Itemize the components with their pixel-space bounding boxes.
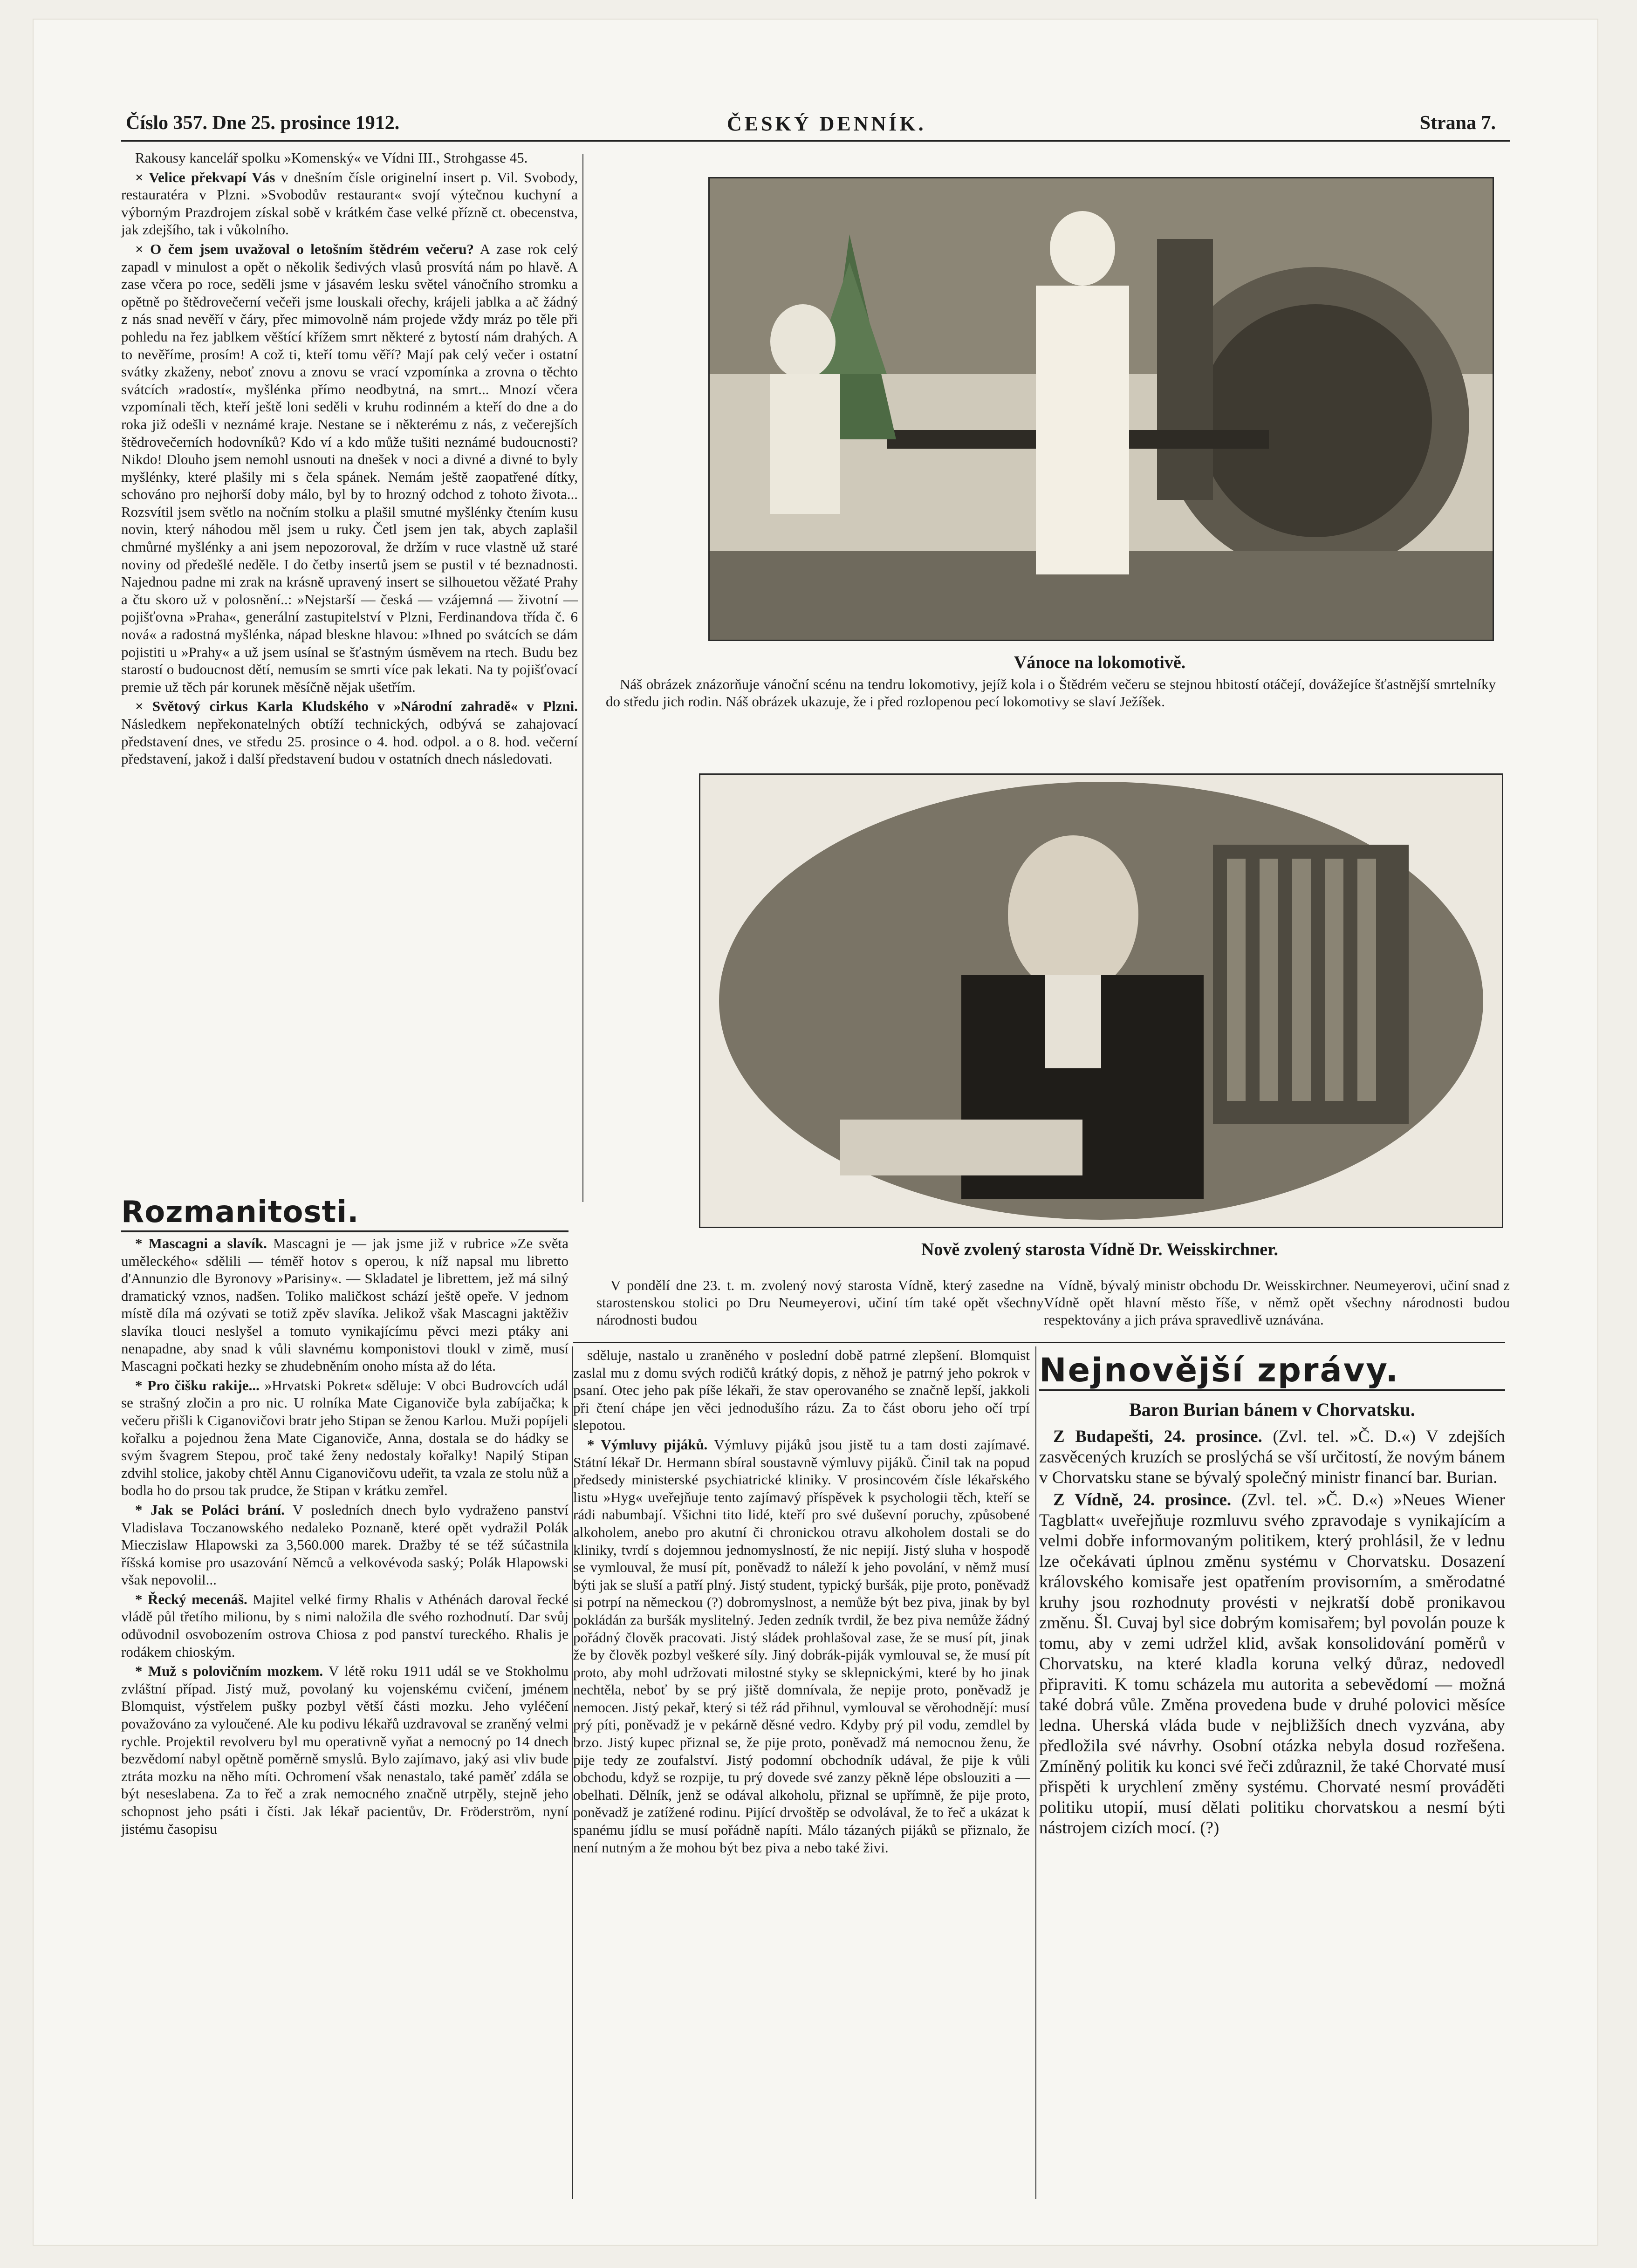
article-lead: * Muž s polovičním mozkem. (135, 1663, 323, 1680)
article-paragraph (121, 1377, 568, 1499)
article-text: V létě roku 1911 udál se ve Stokholmu zvláštní případ. Jistý muž, povolaný ku vojenskému cvičení, jménem Blomquist, výstřelem pušky pozbyl větší části mozku. Jeho vyléčení považováno za vyloučené. Ale ku podivu lékařů uzdravoval se zraněný velmi rychle. Projektil revolveru byl mu operativně vyňat a nemocný po 14 dnech bezvědomí nabyl opětně poměrně smyslů. Bylo zajímavo, jaký asi vliv bude ztráta mozku na něho míti. Ochromení však nenastalo, také paměť zdála se být neseslabena. Za to řeč a zrak nemocného značně utrpěly, stejně jeho schopnost jeho psáti i čísti. Jak lékař pacientův, Dr. Fröderström, nyní jistému časopisu (121, 1663, 568, 1837)
article-text: »Hrvatski Pokret« sděluje: V obci Budrovcích udál se strašný zločin a pro nic. U rolníka Mate Ciganoviče byla zabíjačka; k večeru přišli k Ciganovičovi bratr jeho Stipan se ženou Karlou. Muži popíjeli kořalku a pojednou žena Mate Ciganoviče, Anna, dostala se do hádky se svým švagrem Stepou, proč také ženy nedostaly kořalky! Napilý Stipan zdvihl stolice, jakoby chtěl Annu Ciganovičovu udeřit, ta vzala ze stolu nůž a bodla ho do prsou tak prudce, že Stipan v krátku zemřel. (121, 1377, 569, 1499)
article-text: (Zvl. tel. »Č. D.«) V zdejších zasvěcených kruzích se proslýchá se vší určitostí, že novým bánem v Chorvatsku stane se bývalý společný ministr financí bar. Burian. (1039, 1427, 1505, 1487)
article-paragraph (121, 169, 578, 239)
article-paragraph (573, 1436, 1030, 1856)
column-rule (582, 154, 583, 1202)
article-text: Majitel velké firmy Rhalis v Athénách daroval řecké vládě půl třetího milionu, by s nimi naložila dle svého rozhodnutí. Dar svůj odůvodnil osvobozením ostrova Chiosa z pod panství tureckého. Rhalis je rodákem chioským. (121, 1591, 568, 1660)
article-headline: Baron Burian bánem v Chorvatsku. (1129, 1399, 1415, 1420)
column-rule (1035, 1346, 1036, 2199)
section-heading-rozmanitosti: Rozmanitosti. (121, 1195, 568, 1232)
article-paragraph (121, 1591, 568, 1660)
article-lead: Z Vídně, 24. prosince. (1053, 1490, 1232, 1510)
photo2-caption-text-right: Vídně, bývalý ministr obchodu Dr. Weisskirchner. Neumeyerovi, učiní snad z Vídně opět hlavní město říše, v němž opět všechny národnosti budou respektovány a jich práva spravedlivě uznávána. (1044, 1277, 1510, 1328)
newspaper-title: ČESKÝ DENNÍK. (727, 112, 926, 135)
header-rule (121, 140, 1510, 142)
article-text: (Zvl. tel. »Č. D.«) »Neues Wiener Tagblatt« uveřejňuje rozmluvu svého zpravodaje s vynikajícím a velmi dobře informovaným politikem, který prohlásil, že v lednu lze očekávati úplnou změnu systému v Chorvatsku. Dosazení královského komisaře jest opatřením provisorním, a směrodatné kruhy jsou rozhodnuty provésti v nejkratší době pronikavou změnu. Šl. Cuvaj byl sice dobrým komisařem; byl povolán pouze k tomu, aby v zemi udržel klid, avšak konsolidování poměrů v Chorvatsku, na které kladla koruna velký důraz, nedovedl připraviti. K tomu scházela mu autorita a sebevědomí — možná také dobrá vůle. Změna provedena bude v druhé polovici měsíce ledna. Uherská vláda bude v nejbližších dnech vyzvána, aby předložila své návrhy. Osobní otázka nebyla dosud rozřešena. Zmíněný politik ku konci své řeči zdůraznil, že také Chorvaté musí přispěti k urychlení změny systému. Chorvaté nesmí prováděti politiku utopií, musí dělati politiku chorvatskou a nesmí býti nástrojem cizích mocí. (?) (1039, 1490, 1505, 1838)
article-paragraph (1039, 1427, 1505, 1488)
article-text: Mascagni je — jak jsme již v rubrice »Ze světa uměleckého« sdělili — téměř hotov s operou, k níž napsal mu libretto d'Annunzio dle Byronovy »Parisiny«. — Skladatel je librettem, jež má silný dramatický vznos, nadšen. Toliko maličkost schází ještě opeře. V jednom místě díla má ozývati se totiž zpěv slavíka. Jelikož však Mascagni jaktěživ slavíka tlouci neslyšel a tomuto vynikajícímu pěvci mezi ptáky ani nenapadne, aby snad k vůli slavnému komponistovi tloukl v zimě, musí Mascagni počkati hezky se zhudebněním onoho místa až do léta. (121, 1235, 568, 1374)
section-heading-latest-news: Nejnovější zprávy. (1039, 1351, 1505, 1391)
page-number: Strana 7. (1419, 112, 1496, 134)
photo2-caption-title: Nově zvolený starosta Vídně Dr. Weisskirchner. (921, 1240, 1279, 1259)
article-text: Výmluvy pijáků jsou jistě tu a tam dosti zajímavé. Státní lékař Dr. Hermann sbíral soustavně výmluvy pijáků. Činil tak na popud předsedy ministerské psychiatrické kliniky. V prosincovém čísle lékařského listu »Hyg« uveřejňuje tento zajímavý příspěvek k psychologii těch, kteří se rádi nabumbají. Všichni tito lidé, kteří pro své duševní poruchy, způsobené alkoholem, anebo pro akutní či chronickou otravu alkoholem dostali se do kliniky, tvrdí s dojemnou jednomyslností, že nic nepijí. Jistý sluha v hospodě se vymlouval, že musí pít, poněvadž to náleží k jeho povolání, v němž musí býti jak se sluší a patří plný. Jistý student, typický buršák, pije proto, poněvadž si potrpí na německou (?) dobromyslnost, a nemůže být bez piva, jinak by byl pokládán za buršák myslitelný. Jeden zedník tvrdil, že bez piva nemůže žádný pořádný člověk pracovati. Jistý sládek prohlašoval zase, že se musí pít, jinak že by člověk pozbyl veškeré síly. Jiný dobrák-piják vymlouval se, že musí pít proto, aby mohl udržovati milostné styky se sklepnickými, které by ho jinak nechtěla, neboť by se prý jiště domnívala, že nepije proto, poněvadž je nemocen. Jistý pekař, který si též rád přihnul, vymlouval se věrohodnějí: musí prý píti, poněvadž je v pekárně děsné vedro. Kdyby prý pil vodu, zemdlel by brzo. Jistý kupec přiznal se, že pije proto, poněvadž má nemocnou ženu, že pije tedy ze zoufalství. Jistý podomní obchodník udával, že pije k vůli obchodu, když se rozpije, tu prý dovede své zanzy pěkně lépe obslouziti a — obelhati. Dělník, jenž se odával alkoholu, přiznal se upřímně, že pije proto, poněvadž je zatížené rodinu. Pijící drvoštěp se odvolával, že to řeč a ukázat k spanému jídlu se musí pořádně napíti. Málo tázaných pijáků se přiznalo, že není nutným a že mohou být bez piva a nebo také živi. (573, 1436, 1030, 1856)
article-text: Následkem nepřekonatelných obtíží technických, odbývá se zahajovací představení dnes, ve středu 25. prosince o 4. hod. odpol. a o 8. hod. večerní představení, jakož i další představení budou v ostatních dnech následovati. (121, 716, 578, 767)
column-miscellany (121, 1235, 568, 1839)
portrait-illustration (700, 775, 1502, 1227)
article-lead: × O čem jsem uvažoval o letošním štědrém večeru? (135, 240, 474, 257)
article-paragraph (121, 1501, 568, 1589)
article-lead: * Řecký mecenáš. (135, 1591, 247, 1607)
article-lead: × Velice překvapí Vás (135, 169, 275, 185)
article-paragraph (121, 1662, 568, 1838)
section-rule (573, 1342, 1505, 1343)
photo-mayor-weisskirchner (699, 773, 1503, 1228)
photo2-caption-text-left: V pondělí dne 23. t. m. zvolený nový starosta Vídně, který zasedne na starostenskou stolici po Dru Neumeyerovi, učiní tím také opět všechny národnosti budou (596, 1277, 1044, 1328)
article-paragraph (573, 1346, 1030, 1434)
article-paragraph (121, 240, 578, 696)
article-text: A zase rok celý zapadl v minulost a opět o několik šedivých vlasů prosvítá nám po hlavě. A zase včera po roce, seděli jsme v jásavém lesku světel vánočního stromku a opětně po štědrovečerní večeři jsme louskali ořechy, krájeli jablka a ač žádný z nás snad nevěří v čáry, přec mimovolně nám projede vždy mráz po těle při pohledu na řez jablkem věštící křížem smrt některé z bytostí nám drahých. A to nevěříme, prosím! A což ti, kteří tomu věří? Mají pak celý večer i ostatní svátky zkaženy, neboť znovu a znovu se vrací vzpomínka a zrovna o těchto svátcích »radostí«, myšlénka přímo neodbytná, na smrt... Mnozí včera vzpomínali těch, kteří ještě loni seděli v kruhu rodinném a kteří do dne a do roka již odešli v neznámé kraje. Nestane se i některému z nás, z večerejších štědrovečerních hodovníků? Kdo ví a kdo může tušiti neznámé budoucnosti? Nikdo! Dlouho jsem nemohl usnouti na dnešek v noci a divné a divné to byly myšlénky, které plašily mi s čela spánek. Nemám ještě zaopatřené dítky, schováno pro nejhorší doby málo, byl by to hrozný odchod z tohoto života... Rozsvítil jsem světlo na nočním stolku a plašil smutné myšlénky čtením kusu novin, který náhodou měl jsem u ruky. Četl jsem jen tak, abych zaplašil chmůrné myšlénky a ani jsem nepozoroval, že držím v ruce vlastně už staré noviny od předešlé neděle. I do četby insertů jsem se pustil v té beznadnosti. Najednou padne mi zrak na krásně upravený insert se silhouetou věžaté Prahy a čtu skoro už v polosnění..: »Nejstarší — česká — vzájemná — životní — pojišťovna »Praha«, generální zastupitelství v Plzni, Ferdinandova třída č. 6 nová« a radostná myšlénka, nápad bleskne hlavou: »Ihned po svátcích se dám pojistiti u »Prahy« a už jsem usínal se šťastným úsměvem na rtech. Budu bez starostí o budoucnost dětí, nemusím se smrti více pak lekati. Na ty pojišťovací premie už těch pár korunek měsíčně nějak ušetřím. (121, 240, 578, 695)
masthead (126, 112, 1496, 140)
article-paragraph (121, 697, 578, 767)
article-paragraph (121, 1235, 568, 1375)
photo1-caption-title: Vánoce na lokomotivě. (1014, 653, 1186, 672)
photo-christmas-on-locomotive (708, 177, 1494, 641)
column-miscellany-continued (573, 1346, 1030, 1858)
photo1-caption-text: Náš obrázek znázorňuje vánoční scénu na tendru lokomotivy, jejíž kola i o Štědrém večeru se stejnou hbitostí otáčejí, dovážejíce šťastnější smrtelníky do středu jich rodin. Náš obrázek ukazuje, že i před rozlopenou pecí lokomotivy se slaví Ježíšek. (606, 676, 1496, 710)
column-latest-news (1039, 1393, 1505, 1840)
article-lead: * Mascagni a slavík. (135, 1235, 267, 1251)
article-paragraph (1039, 1490, 1505, 1838)
issue-info: Číslo 357. Dne 25. prosince 1912. (126, 112, 400, 134)
article-paragraph (121, 149, 578, 167)
article-lead: * Výmluvy pijáků. (587, 1436, 708, 1453)
article-lead: × Světový cirkus Karla Kludského v »Národní zahradě« v Plzni. (135, 698, 578, 715)
article-lead: * Jak se Poláci brání. (135, 1501, 285, 1518)
article-text: Rakousy kancelář spolku »Komenský« ve Vídni III., Strohgasse 45. (135, 150, 528, 166)
article-text: V posledních dnech bylo vydraženo panství Vladislava Toczanowského nedaleko Poznaně, které opět vydražil Polák Mieczislaw Hlapowski za 3,560.000 marek. Dražby té se též súčastnila říšská komise pro usazování Němců a velkovévoda saský; Polák Hlapowski však nepovolil... (121, 1501, 569, 1588)
locomotive-illustration (710, 178, 1493, 640)
article-text: v dnešním čísle originelní insert p. Vil. Svobody, restauratéra v Plzni. »Svobodův restaurant« svojí výtečnou kuchyní a výborným Prazdrojem získal sobě v krátkém čase velké přízně ct. obecenstva, jak zdejšího, tak i vůkolního. (121, 169, 578, 238)
column-local-news (121, 149, 578, 770)
article-text: sděluje, nastalo u zraněného v poslední době patrné zlepšení. Blomquist zaslal mu z domu svých rodičů krátký dopis, z něhož je patrný jeho pokrok v psaní. Otec jeho pak píše lékaři, že stav operovaného se značně lepší, jakkoli při čtení chápe jen věci jednodušího rázu. Za to část oboru jeho očí trpí slepotou. (573, 1347, 1030, 1434)
article-lead: Z Budapešti, 24. prosince. (1053, 1427, 1262, 1446)
article-lead: * Pro čišku rakije... (135, 1377, 260, 1394)
